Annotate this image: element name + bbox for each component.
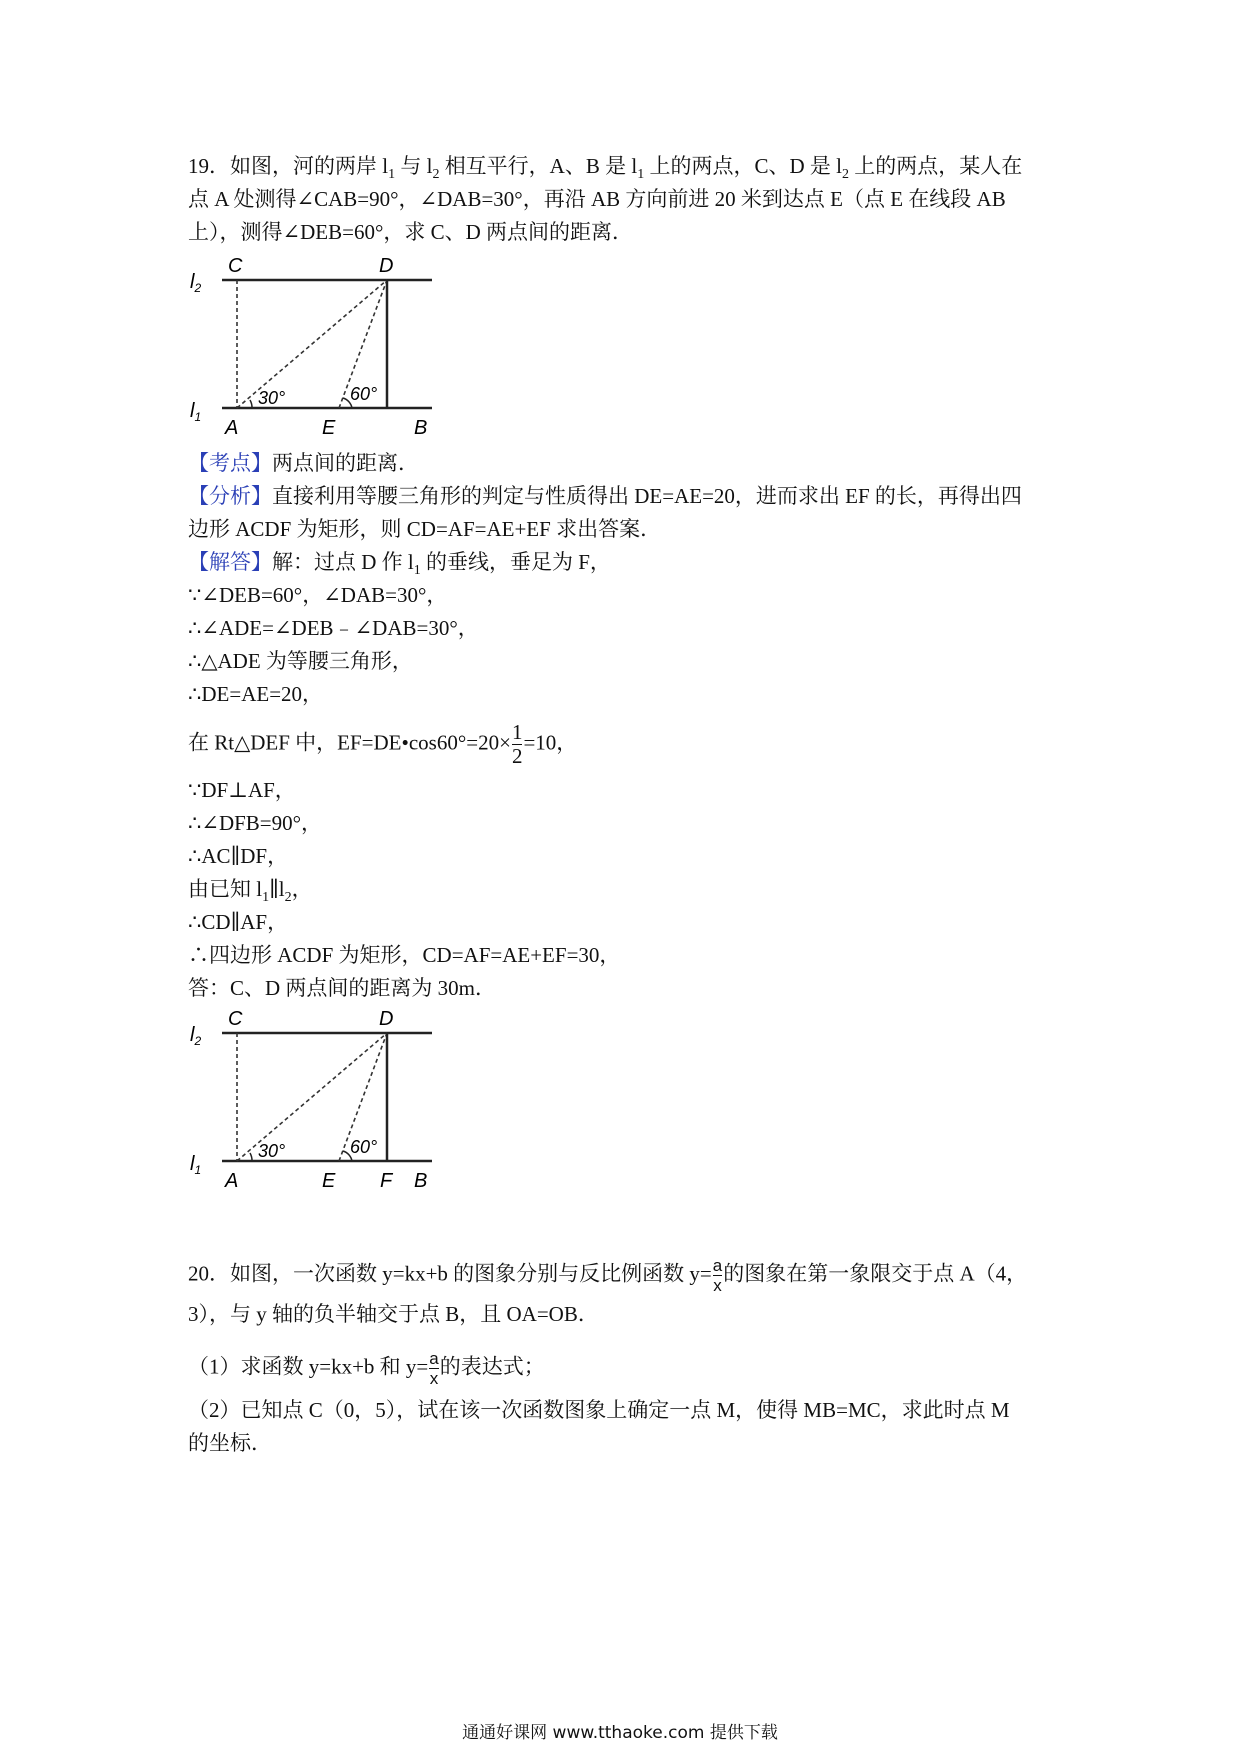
label-e: E: [322, 1170, 336, 1192]
fraction-a-over-x: $\frac{a}{x}$: [429, 1349, 439, 1388]
page-footer: 通通好课网 www.tthaoke.com 提供下载: [462, 1723, 778, 1743]
fenxi-line: 【分析】直接利用等腰三角形的判定与性质得出 DE=AE=20，进而求出 EF 的长，再得出四: [188, 484, 1022, 508]
angle-30-label: 30°: [258, 388, 286, 408]
step-7: ∴∠DFB=90°，: [188, 811, 323, 835]
jieda-line: 【解答】解：过点 D 作 $l_1$ 的垂线，垂足为 F，: [188, 550, 611, 578]
q20-part1: （1）求函数 y=kx+b 和 y= $\frac{a}{x}$ 的表达式；: [188, 1349, 545, 1388]
step-1: ∵∠DEB=60°，∠DAB=30°，: [188, 583, 448, 607]
q19-line3: 上），测得∠DEB=60°，求 C、D 两点间的距离．: [188, 220, 634, 244]
label-c: C: [228, 1008, 243, 1030]
label-l2: $l_2$: [190, 271, 202, 295]
label-d: D: [379, 1008, 394, 1030]
angle-30-label: 30°: [258, 1141, 286, 1161]
figure-1-river-diagram: [182, 250, 442, 440]
fraction-one-half: $\frac{1}{2}$: [511, 720, 523, 768]
q19-line2: 点 A 处测得∠CAB=90°，∠DAB=30°，再沿 AB 方向前进 20 米到达点 E（点 E 在线段 AB: [188, 187, 1006, 211]
q20-part2-line1: （2）已知点 C（0，5），试在该一次函数图象上确定一点 M，使得 MB=MC，求此时点 M: [188, 1398, 1010, 1422]
step-6: ∵DF⊥AF，: [188, 778, 296, 802]
label-l1: $l_1$: [190, 1153, 202, 1177]
step-4: ∴DE=AE=20，: [188, 682, 324, 706]
angle-60-label: 60°: [350, 1137, 378, 1157]
figure-2-river-diagram: [182, 1003, 442, 1193]
label-a: A: [225, 417, 239, 439]
step-2: ∴∠ADE=∠DEB﹣∠DAB=30°，: [188, 616, 479, 640]
q20-part2-line2: 的坐标．: [188, 1431, 272, 1455]
step-3: ∴△ADE 为等腰三角形，: [188, 649, 413, 673]
step-11: ∴四边形 ACDF 为矩形，CD=AF=AE+EF=30，: [188, 943, 621, 967]
answer-line: 答：C、D 两点间的距离为 30m．: [188, 976, 497, 1000]
label-e: E: [322, 417, 336, 439]
step-10: ∴CD∥AF，: [188, 910, 289, 934]
label-l1: $l_1$: [190, 400, 202, 424]
label-f: F: [380, 1170, 393, 1192]
q20-line2: 3），与 y 轴的负半轴交于点 B，且 OA=OB．: [188, 1302, 599, 1326]
step-5: 在 Rt△DEF 中，EF=DE•cos60°=20× $\frac{1}{2}$ =10，: [188, 720, 578, 768]
label-l2: $l_2$: [190, 1024, 202, 1048]
label-c: C: [228, 255, 243, 277]
q19-line1: 19．如图，河的两岸 $l_1$ 与 $l_2$ 相互平行，A、B 是 $l_1$ 上的两点，C、D 是 $l_2$ 上的两点，某人在: [188, 154, 1023, 182]
q20-line1: 20．如图，一次函数 y=kx+b 的图象分别与反比例函数 y= $\frac{a}{x}$ 的图象在第一象限交于点 A（4，: [188, 1256, 1028, 1295]
label-b: B: [414, 417, 428, 439]
fenxi-line2: 边形 ACDF 为矩形，则 CD=AF=AE+EF 求出答案．: [188, 517, 662, 541]
angle-60-label: 60°: [350, 384, 378, 404]
step-8: ∴AC∥DF，: [188, 844, 289, 868]
label-d: D: [379, 255, 394, 277]
fraction-a-over-x: $\frac{a}{x}$: [712, 1256, 723, 1295]
step-9: 由已知 $l_1\parallel l_2$，: [188, 877, 313, 905]
label-b: B: [414, 1170, 428, 1192]
label-a: A: [225, 1170, 239, 1192]
kaodian-line: 【考点】两点间的距离．: [188, 451, 419, 475]
